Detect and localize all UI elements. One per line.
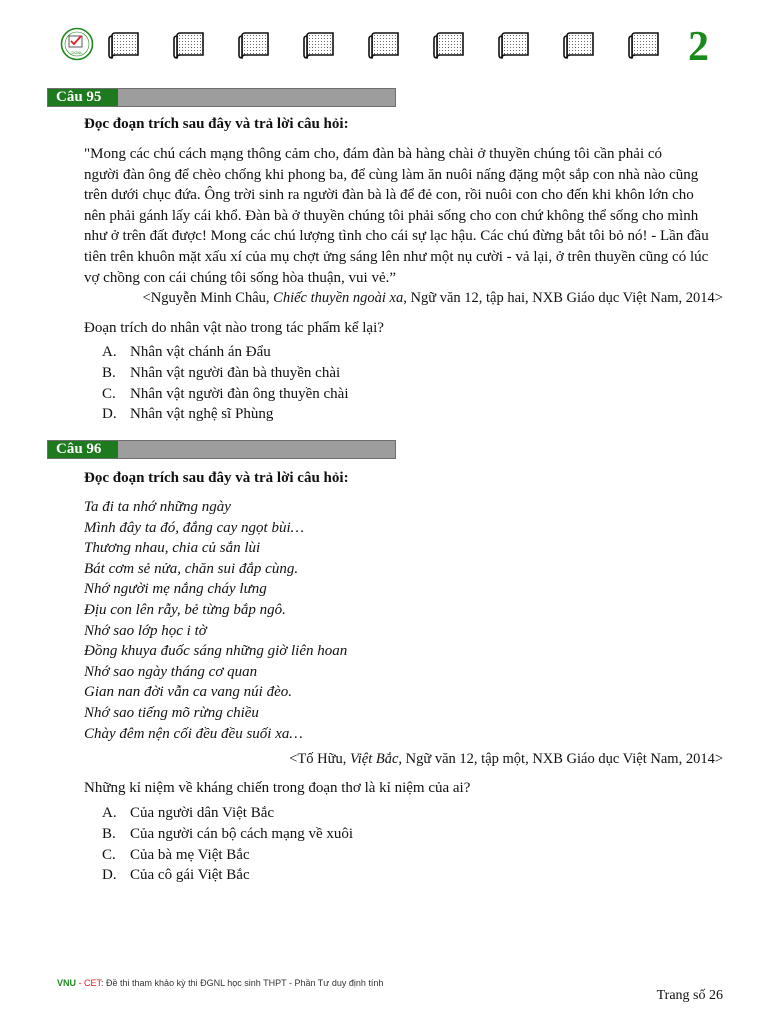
question-95-bar (47, 88, 396, 107)
poem-line: Nhớ sao tiếng mõ rừng chiều (84, 704, 259, 721)
passage-line: trên dưới chục đứa. Ông trời sinh ra người đàn bà là để đẻ con, rồi nuôi con cho đến khi khôn lớn cho (84, 187, 694, 204)
answer-option[interactable] (102, 865, 353, 886)
logo-text: DGNL (71, 50, 83, 55)
option-text: Nhân vật nghệ sĩ Phùng (130, 406, 274, 423)
answer-option[interactable] (102, 363, 349, 384)
answer-option[interactable] (102, 404, 349, 425)
option-letter: A. (102, 344, 117, 360)
passage-line: "Mong các chú cách mạng thông cảm cho, đám đàn bà hàng chài ở thuyền chúng tôi cần phải có (84, 146, 663, 162)
passage-line: vợ chồng con cái chúng tôi sống hòa thuận, vui vẻ.” (84, 269, 397, 286)
option-letter: A. (102, 805, 117, 821)
poem-line: Thương nhau, chia củ sắn lùi (84, 540, 261, 557)
question-96-poem (84, 497, 347, 744)
option-text: Nhân vật chánh án Đẩu (130, 344, 271, 360)
passage-line: như ở trên đất được! Mong các chú lượng tình cho cái sự lạc hậu. Các chú đừng bắt tôi bỏ nó! - Lần đầu (84, 228, 709, 245)
passage-line: người đàn ông để chèo chống khi phong ba, để cùng làm ăn nuôi nấng đặng một sắp con nhà nào cũng (84, 166, 699, 183)
option-letter: D. (102, 867, 117, 884)
poem-line: Mình đây ta đó, đắng cay ngọt bùi… (84, 519, 304, 536)
source-suffix: Ngữ văn 12, tập một, NXB Giáo dục Việt Nam, 2014> (402, 751, 723, 767)
option-text: Của cô gái Việt Bắc (130, 867, 250, 884)
option-text: Của bà mẹ Việt Bắc (130, 846, 250, 863)
poem-line: Chày đêm nện cối đều đều suối xa… (84, 725, 303, 742)
scroll-icon (107, 31, 141, 61)
dgnl-logo-icon (60, 27, 94, 61)
poem-line: Địu con lên rẫy, bẻ từng bắp ngô. (84, 601, 286, 618)
option-text: Nhân vật người đàn bà thuyền chài (130, 364, 341, 381)
option-letter: C. (102, 846, 116, 863)
answer-option[interactable] (102, 384, 349, 405)
scroll-icon (237, 31, 271, 61)
question-95-options (102, 342, 349, 425)
poem-line: Nhớ người mẹ nắng cháy lưng (84, 581, 267, 598)
answer-option[interactable] (102, 803, 353, 824)
question-96-prompt: Những kỉ niệm về kháng chiến trong đoạn thơ là kỉ niệm của ai? (84, 780, 471, 796)
answer-option[interactable] (102, 845, 353, 866)
section-number: 2 (688, 24, 709, 70)
option-letter: B. (102, 364, 116, 381)
source-suffix: , Ngữ văn 12, tập hai, NXB Giáo dục Việt Nam, 2014> (403, 290, 723, 306)
footer-cet: CET (84, 978, 102, 988)
page-number-footer: Trang số 26 (656, 988, 723, 1003)
poem-line: Nhớ sao lớp học i tờ (84, 622, 207, 639)
scroll-icon (367, 31, 401, 61)
source-prefix: <Tố Hữu, (289, 751, 350, 767)
scroll-icon (627, 31, 661, 61)
answer-option[interactable] (102, 824, 353, 845)
question-95-instruction: Đọc đoạn trích sau đây và trả lời câu hỏi: (84, 116, 349, 132)
option-text: Của người cán bộ cách mạng về xuôi (130, 825, 354, 842)
option-text: Của người dân Việt Bắc (130, 805, 275, 821)
question-95-label: Câu 95 (48, 89, 118, 106)
question-95-passage (84, 144, 724, 288)
passage-line: tiên trên khuôn mặt xấu xí của mụ chợt ửng sáng lên như một nụ cười - vả lại, ở trên thuyền cũng có lúc (84, 248, 709, 265)
footer-note (57, 978, 383, 988)
scroll-icon (302, 31, 336, 61)
option-letter: D. (102, 406, 117, 423)
answer-option[interactable] (102, 342, 349, 363)
scroll-icon (172, 31, 206, 61)
question-96-bar (47, 440, 396, 459)
poem-line: Gian nan đời vẫn ca vang núi đèo. (84, 684, 292, 701)
source-prefix: <Nguyễn Minh Châu, (142, 290, 274, 306)
option-letter: B. (102, 825, 116, 842)
page-header (0, 0, 777, 80)
question-96-source (289, 751, 723, 768)
scroll-icon (497, 31, 531, 61)
passage-line: nên phải gánh lấy cái khổ. Đàn bà ở thuyền chúng tôi phải sống cho con chứ không thể sống cho mình (84, 207, 699, 224)
question-95-source (143, 290, 723, 307)
question-96-instruction: Đọc đoạn trích sau đây và trả lời câu hỏi: (84, 470, 349, 486)
question-95-prompt: Đoạn trích do nhân vật nào trong tác phẩm kể lại? (84, 320, 384, 336)
poem-line: Ta đi ta nhớ những ngày (84, 499, 231, 515)
poem-line: Đồng khuya đuốc sáng những giờ liên hoan (84, 643, 348, 660)
footer-separator: - (76, 978, 85, 988)
question-96-options (102, 803, 353, 886)
scroll-icon (432, 31, 466, 61)
poem-line: Bát cơm sẻ nửa, chăn sui đắp cùng. (84, 560, 299, 577)
poem-line: Nhớ sao ngày tháng cơ quan (84, 663, 258, 680)
source-title: Chiếc thuyền ngoài xa (273, 290, 404, 306)
footer-note-text: : Đề thi tham khảo kỳ thi ĐGNL học sinh THPT - Phần Tư duy định tính (101, 978, 384, 988)
source-title: Việt Bắc, (349, 751, 403, 767)
scroll-icon (562, 31, 596, 61)
footer-vnu: VNU (57, 978, 77, 988)
question-96-label: Câu 96 (48, 441, 118, 458)
option-letter: C. (102, 385, 116, 402)
option-text: Nhân vật người đàn ông thuyền chài (130, 385, 349, 402)
